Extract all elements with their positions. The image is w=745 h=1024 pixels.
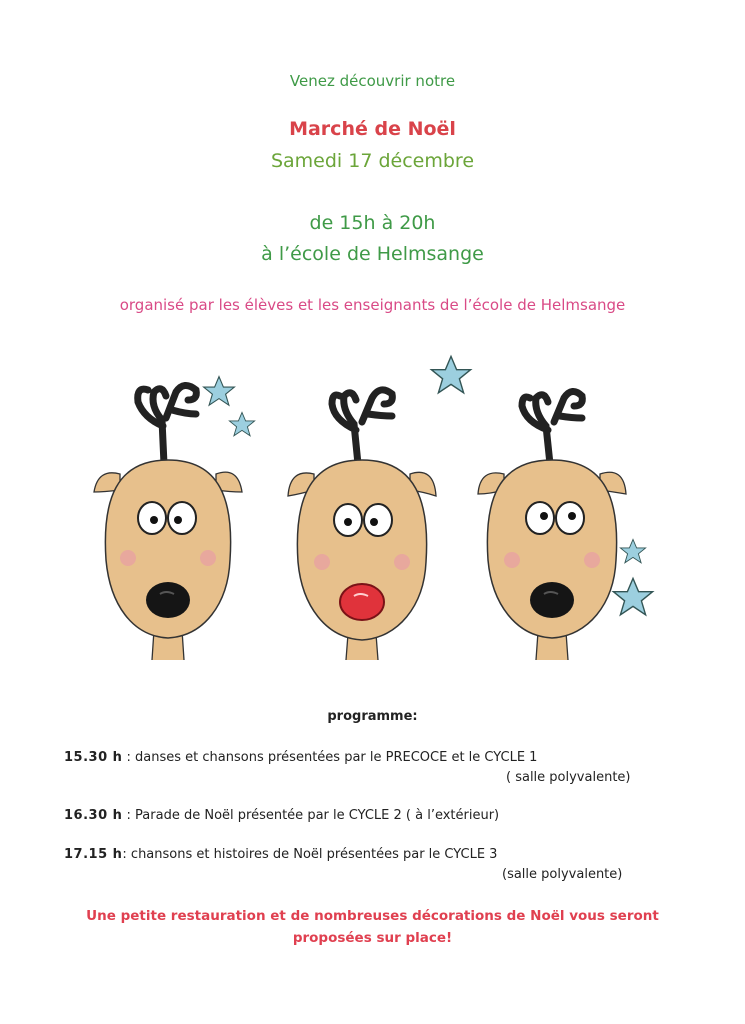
programme-title: programme: xyxy=(327,709,418,724)
programme-text: : danses et chansons présentées par le PRECOCE et le CYCLE 1 xyxy=(122,750,538,765)
reindeer-illustration xyxy=(0,340,745,670)
footer-line: proposées sur place! xyxy=(292,930,453,946)
programme-text: : Parade de Noël présentée par le CYCLE 2 ( à l’extérieur) xyxy=(122,808,500,823)
programme-item xyxy=(64,808,499,823)
programme-time: 16.30 h xyxy=(64,808,123,823)
footer-line: Une petite restauration et de nombreuses décorations de Noël vous seront xyxy=(86,908,659,924)
reindeer-right xyxy=(478,391,626,660)
programme-text: : chansons et histoires de Noël présentées par le CYCLE 3 xyxy=(122,847,498,862)
reindeer-left xyxy=(94,385,242,660)
programme-item xyxy=(64,750,537,765)
star-icon xyxy=(229,412,254,435)
intro-text: Venez découvrir notre xyxy=(289,72,456,90)
programme-time: 15.30 h xyxy=(64,750,123,765)
page-title: Marché de Noël xyxy=(289,118,456,140)
organiser-text: organisé par les élèves et les enseignants de l’école de Helmsange xyxy=(119,296,626,314)
programme-item xyxy=(64,847,497,862)
event-place: à l’école de Helmsange xyxy=(261,243,484,265)
event-time: de 15h à 20h xyxy=(309,212,436,234)
programme-note: (salle polyvalente) xyxy=(502,867,623,882)
star-icon xyxy=(204,377,235,406)
programme-note: ( salle polyvalente) xyxy=(506,770,631,785)
event-date: Samedi 17 décembre xyxy=(270,150,475,172)
star-icon xyxy=(431,356,470,392)
star-icon xyxy=(620,539,645,562)
star-icon xyxy=(613,578,652,614)
reindeer-middle xyxy=(288,390,436,660)
programme-time: 17.15 h xyxy=(64,847,123,862)
